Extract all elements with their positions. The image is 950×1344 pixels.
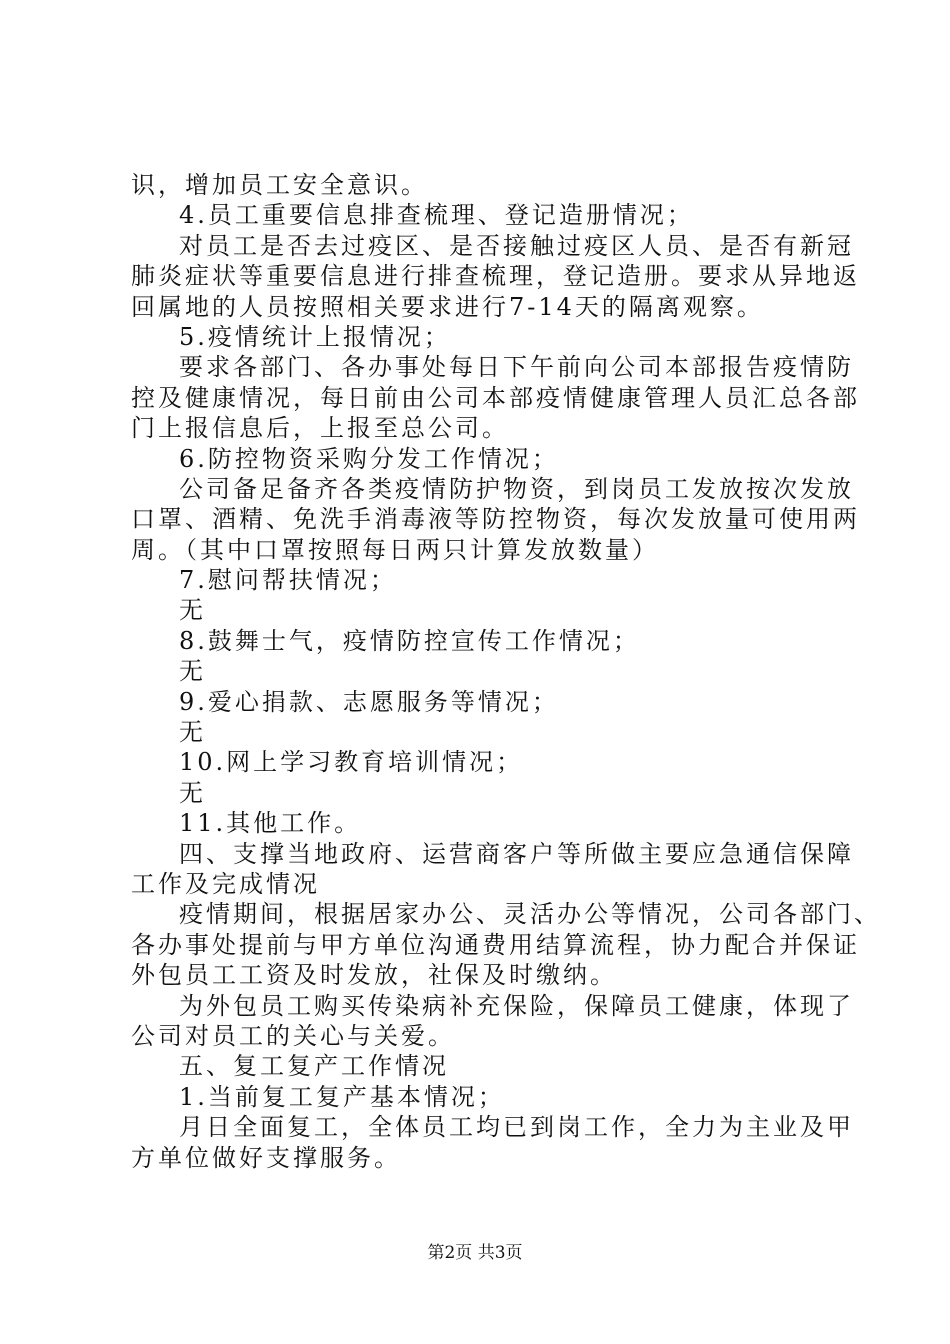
text-line: 11.其他工作。 [179,809,362,838]
text-line: 1.当前复工复产基本情况； [179,1082,505,1111]
text-line: 周。（其中口罩按照每日两只计算发放数量） [131,535,659,564]
text-line: 公司对员工的关心与关爱。 [131,1021,455,1050]
text-line: 无 [179,778,206,807]
text-line: 无 [179,596,206,625]
text-line: 公司备足备齐各类疫情防护物资，到岗员工发放按次发放 [179,474,854,503]
text-line: 7.慰问帮扶情况； [179,566,397,595]
text-line: 疫情期间，根据居家办公、灵活办公等情况，公司各部门、 [179,900,881,929]
text-line: 识，增加员工安全意识。 [131,171,428,199]
text-line: 无 [179,718,206,747]
text-line: 控及健康情况，每日前由公司本部疫情健康管理人员汇总各部 [131,383,860,412]
text-line: 五、复工复产工作情况 [179,1052,449,1081]
text-line: 肺炎症状等重要信息进行排查梳理，登记造册。要求从异地返 [131,262,860,291]
text-line: 各办事处提前与甲方单位沟通费用结算流程，协力配合并保证 [131,930,860,959]
text-line: 4.员工重要信息排查梳理、登记造册情况； [179,201,694,230]
text-line: 8.鼓舞士气，疫情防控宣传工作情况； [179,626,640,655]
text-line: 月日全面复工，全体员工均已到岗工作，全力为主业及甲 [179,1113,854,1142]
text-line: 9.爱心捐款、志愿服务等情况； [179,687,559,716]
text-line: 门上报信息后，上报至总公司。 [131,414,509,443]
text-line: 无 [179,657,206,686]
text-line: 6.防控物资采购分发工作情况； [179,444,559,473]
text-line: 口罩、酒精、免洗手消毒液等防控物资，每次发放量可使用两 [131,505,860,534]
text-line: 方单位做好支撑服务。 [131,1143,401,1172]
page-footer: 第2页 共3页 [427,1243,523,1263]
text-line: 10.网上学习教育培训情况； [179,748,524,777]
text-line: 回属地的人员按照相关要求进行7-14天的隔离观察。 [131,292,764,321]
text-line: 工作及完成情况 [131,869,320,898]
text-line: 四、支撑当地政府、运营商客户等所做主要应急通信保障 [179,839,854,868]
text-line: 5.疫情统计上报情况； [179,322,451,351]
text-line: 要求各部门、各办事处每日下午前向公司本部报告疫情防 [179,353,854,382]
text-line: 对员工是否去过疫区、是否接触过疫区人员、是否有新冠 [179,231,854,260]
text-line: 为外包员工购买传染病补充保险，保障员工健康，体现了 [179,991,854,1020]
text-line: 外包员工工资及时发放，社保及时缴纳。 [131,961,617,990]
document-body [131,170,881,1173]
